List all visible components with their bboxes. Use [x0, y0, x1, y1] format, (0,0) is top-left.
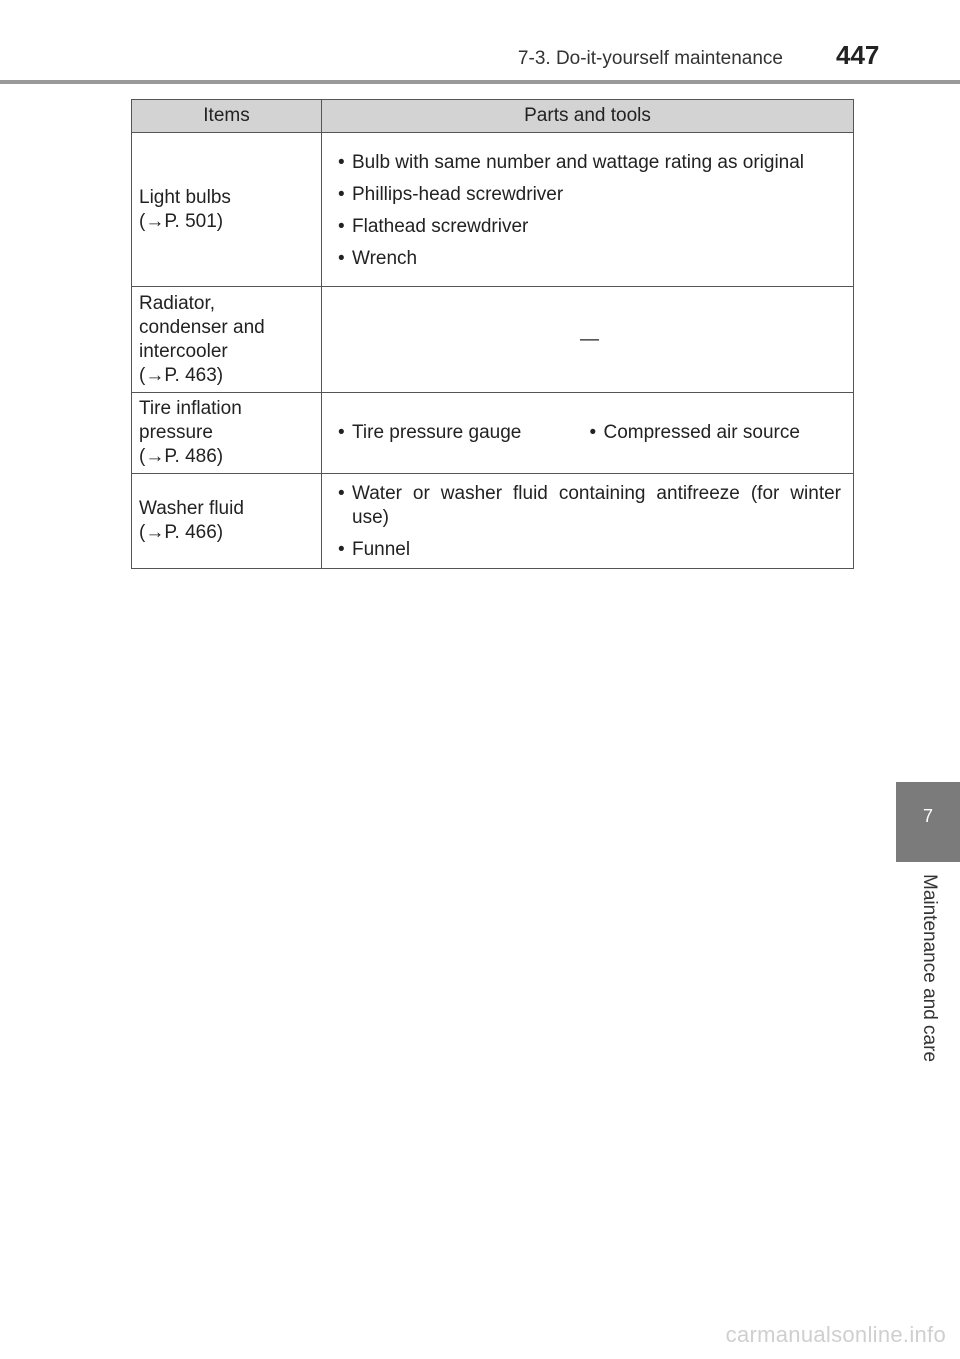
item-name: Radiator,	[139, 292, 216, 314]
item-cell	[132, 393, 322, 474]
tool-item: • Water or washer fluid containing antifreeze (for winter use)	[338, 482, 841, 530]
page-reference[interactable]: (→P. 486)	[139, 446, 224, 467]
item-name: intercooler	[139, 340, 228, 362]
section-title: 7-3. Do-it-yourself maintenance	[517, 48, 783, 69]
tools-cell	[322, 474, 854, 569]
tool-item: • Funnel	[338, 538, 841, 562]
item-cell	[132, 287, 322, 393]
page-reference[interactable]: (→P. 501)	[139, 210, 224, 232]
table-header-row	[132, 100, 854, 133]
header-rule	[0, 80, 960, 84]
tools-cell	[322, 133, 854, 287]
tool-item: • Wrench	[338, 247, 841, 271]
item-name: condenser and	[139, 316, 265, 338]
tool-item: • Flathead screwdriver	[338, 215, 841, 239]
item-name: pressure	[139, 422, 213, 443]
column-header-items: Items	[132, 100, 322, 133]
tool-item: • Phillips-head screwdriver	[338, 183, 841, 207]
item-name: Light bulbs	[139, 186, 231, 208]
item-cell	[132, 474, 322, 569]
tool-item: • Tire pressure gauge	[338, 421, 590, 445]
chapter-label-area	[896, 862, 960, 1122]
table-row-washer-fluid	[132, 474, 854, 569]
page-reference[interactable]: (→P. 466)	[139, 522, 224, 543]
tools-placeholder: —	[322, 287, 854, 393]
watermark: carmanualsonline.info	[725, 1322, 946, 1347]
table-row-radiator	[132, 287, 854, 393]
parts-and-tools-table	[131, 99, 854, 569]
item-name: Tire inflation	[139, 398, 242, 419]
item-name: Washer fluid	[139, 498, 244, 519]
chapter-title: Maintenance and care	[919, 874, 940, 1063]
item-cell	[132, 133, 322, 287]
table-row-light-bulbs	[132, 133, 854, 287]
page-number: 447	[836, 40, 880, 70]
tool-item: • Bulb with same number and wattage rating as original	[338, 151, 841, 175]
chapter-tab[interactable]: 7	[896, 782, 960, 862]
table-row-tire-inflation	[132, 393, 854, 474]
tools-cell	[322, 393, 854, 474]
page-reference[interactable]: (→P. 463)	[139, 364, 224, 386]
column-header-parts-and-tools: Parts and tools	[322, 100, 854, 133]
tool-item: • Compressed air source	[590, 421, 842, 445]
